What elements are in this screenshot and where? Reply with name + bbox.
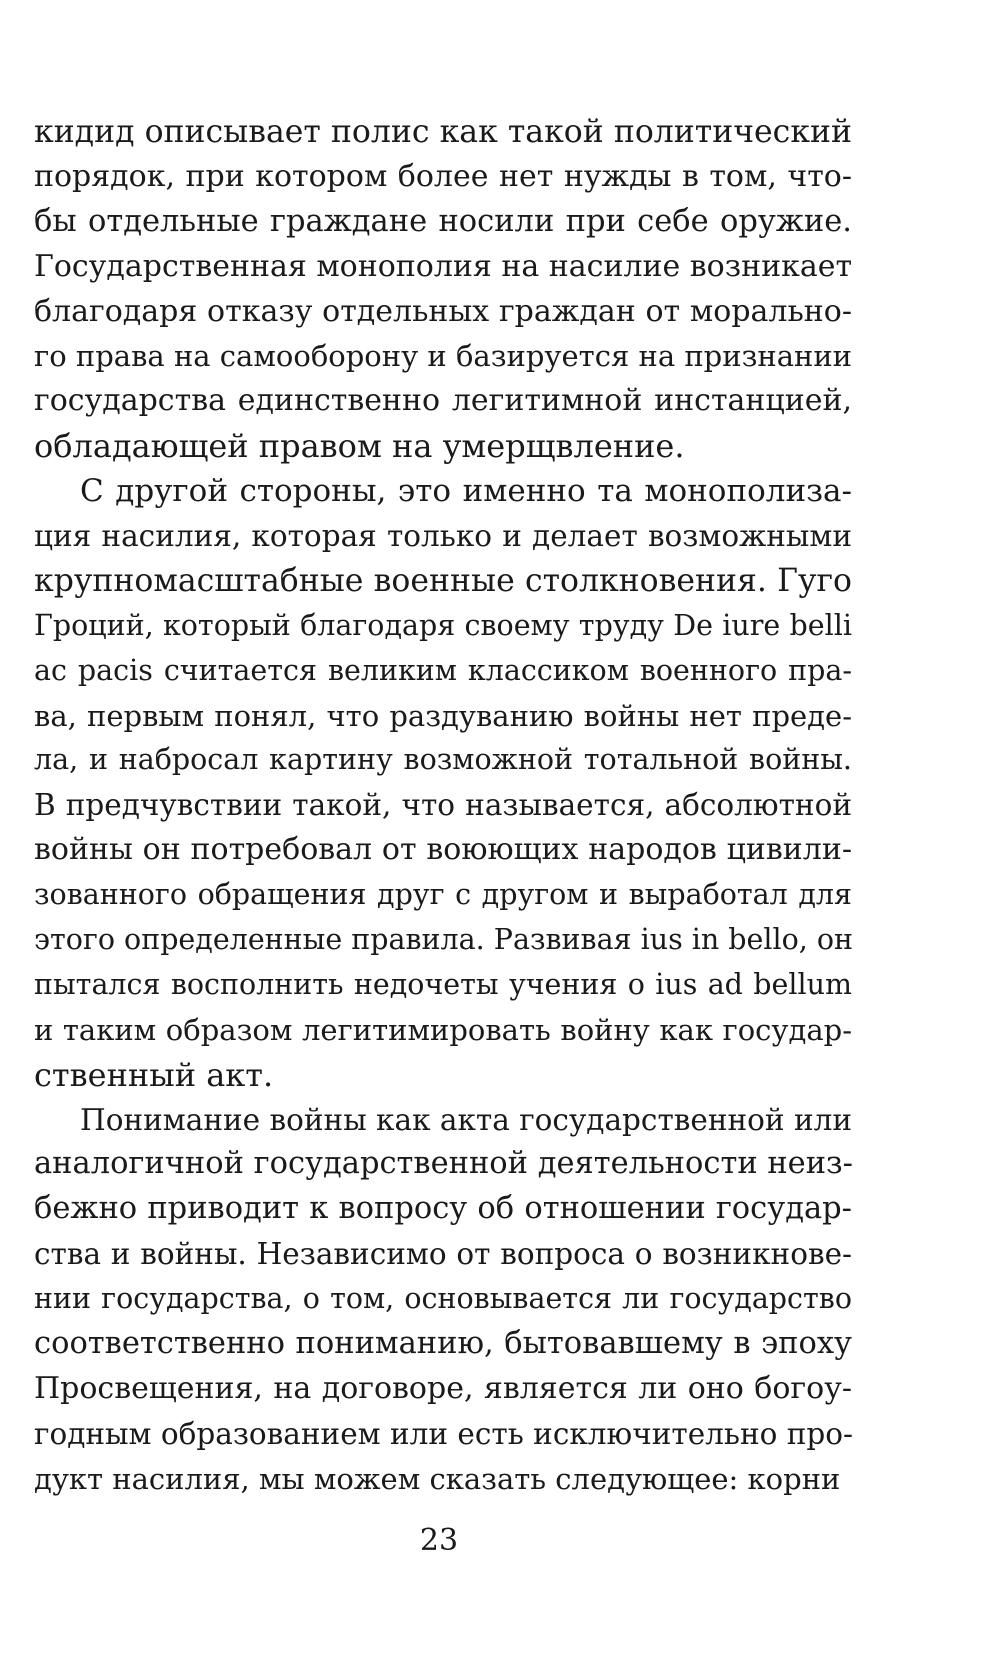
text-line: благодаря отказу отдельных граждан от морально- bbox=[34, 293, 852, 329]
body-text bbox=[34, 110, 852, 1502]
text-line: ла, и набросал картину возможной тотальной войны. bbox=[34, 743, 852, 777]
paragraph bbox=[34, 1098, 852, 1502]
text-line: Понимание войны как акта государственной или bbox=[80, 1102, 853, 1137]
text-line: бежно приводит к вопросу об отношении государ- bbox=[34, 1191, 852, 1227]
text-line: зованного обращения друг с другом и выработал для bbox=[34, 878, 852, 912]
text-line: войны он потребовал от воюющих народов цивили- bbox=[34, 832, 852, 868]
text-line: аналогичной государственной деятельности неиз- bbox=[34, 1146, 853, 1182]
text-line: ственный акт. bbox=[34, 1055, 274, 1094]
text-line: государства единственно легитимной инстанцией, bbox=[34, 383, 852, 419]
text-line: ства и войны. Независимо от вопроса о возникнове- bbox=[34, 1237, 852, 1272]
text-line: ac pacis считается великим классиком военного пра- bbox=[34, 653, 852, 687]
text-line: В предчувствии такой, что называется, абсолютной bbox=[34, 788, 852, 823]
text-line: бы отдельные граждане носили при себе оружие. bbox=[34, 203, 852, 239]
text-line: Гроций, который благодаря своему труду De iure belli bbox=[34, 608, 852, 642]
text-line: соответственно пониманию, бытовавшему в эпоху bbox=[34, 1326, 852, 1362]
paragraph bbox=[34, 469, 852, 1097]
text-line: нии государства, о том, основывается ли государство bbox=[34, 1282, 852, 1316]
text-line: обладающей правом на умерщвление. bbox=[34, 427, 685, 466]
text-line: порядок, при котором более нет нужды в том, что- bbox=[34, 158, 852, 194]
text-line: Просвещения, на договоре, является ли оно богоу- bbox=[34, 1370, 852, 1406]
text-line: этого определенные правила. Развивая ius in bello, он bbox=[34, 923, 854, 957]
text-line: С другой стороны, это именно та монополиза- bbox=[80, 473, 852, 510]
page-number: 23 bbox=[419, 1523, 459, 1558]
text-line: Государственная монополия на насилие возникает bbox=[34, 248, 853, 284]
text-line: и таким образом легитимировать войну как государ- bbox=[34, 1012, 852, 1047]
text-line: годным образованием или есть исключительно про- bbox=[34, 1416, 854, 1451]
text-line: пытался восполнить недочеты учения о ius ad bellum bbox=[34, 967, 852, 1001]
text-line: крупномасштабные военные столкновения. Гуго bbox=[34, 562, 852, 599]
paragraph bbox=[34, 110, 852, 469]
text-line: ва, первым понял, что раздуванию войны нет преде- bbox=[34, 698, 852, 733]
text-line: ция насилия, которая только и делает возможными bbox=[34, 519, 852, 554]
text-line: дукт насилия, мы можем сказать следующее: корни bbox=[34, 1461, 841, 1496]
text-line: кидид описывает полис как такой политический bbox=[34, 114, 852, 150]
text-line: го права на самооборону и базируется на признании bbox=[34, 339, 852, 374]
